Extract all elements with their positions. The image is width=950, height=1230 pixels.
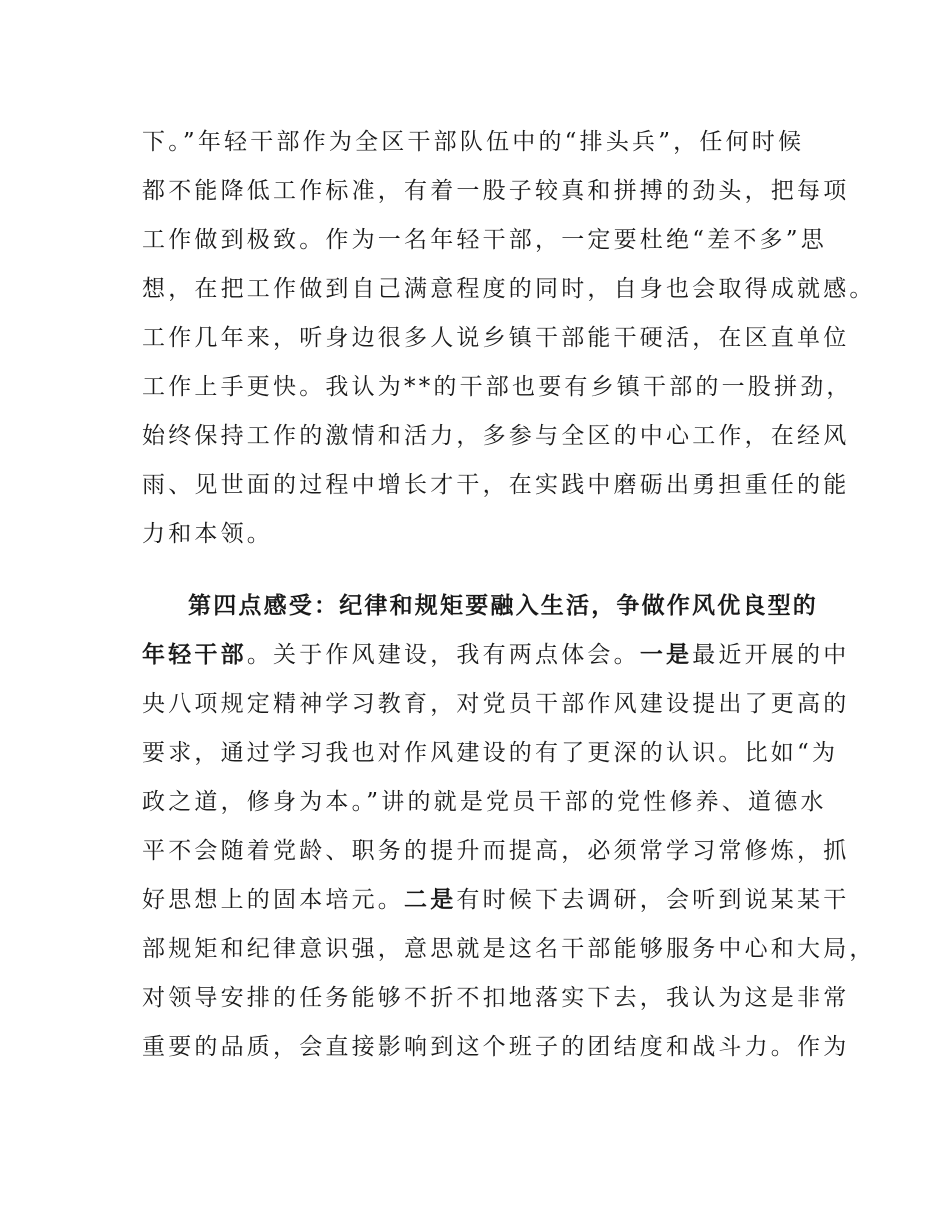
paragraph-line: 工作上手更快。我认为**的干部也要有乡镇干部的一股拼劲，: [142, 374, 853, 400]
paragraph-text: 有时候下去调研，会听到说某某干: [456, 887, 850, 913]
paragraph-line: 始终保持工作的激情和活力，多参与全区的中心工作，在经风: [142, 423, 850, 449]
paragraph-text: 。关于作风建设，我有两点体会。: [246, 642, 640, 668]
paragraph-line: 雨、见世面的过程中增长才干，在实践中磨砺出勇担重任的能: [142, 472, 850, 498]
paragraph-line: 都不能降低工作标准，有着一股子较真和拼搏的劲头，把每项: [142, 178, 850, 204]
paragraph-line: 力和本领。: [142, 521, 273, 547]
paragraph-text: 好思想上的固本培元。: [142, 887, 404, 913]
section-heading: 第四点感受：纪律和规矩要融入生活，争做作风优良型的: [188, 593, 818, 619]
paragraph-line: 平不会随着党龄、职务的提升而提高，必须常学习常修炼，抓: [142, 838, 850, 864]
paragraph-line: 对领导安排的任务能够不折不扣地落实下去，我认为这是非常: [142, 985, 850, 1011]
paragraph-line: 央八项规定精神学习教育，对党员干部作风建设提出了更高的: [142, 691, 850, 717]
paragraph-line: [142, 876, 850, 925]
paragraph-line: 政之道，修身为本。”讲的就是党员干部的党性修养、道德水: [142, 789, 827, 815]
paragraph-line: 重要的品质，会直接影响到这个班子的团结度和战斗力。作为: [142, 1034, 850, 1060]
paragraph-line: 想，在把工作做到自己满意程度的同时，自身也会取得成就感。: [142, 276, 876, 302]
paragraph-line: 工作做到极致。作为一名年轻干部，一定要杜绝“差不多”思: [142, 227, 827, 253]
paragraph-line: 部规矩和纪律意识强，意思就是这名干部能够服务中心和大局，: [142, 936, 876, 962]
paragraph-text: 最近开展的中: [692, 642, 850, 668]
paragraph-continuation: [142, 118, 876, 559]
paragraph-line: 下。”年轻干部作为全区干部队伍中的“排头兵”，任何时候: [142, 129, 805, 155]
paragraph-line: [142, 631, 850, 680]
paragraph-fourth-point: [142, 582, 876, 1072]
section-heading-tail: 年轻干部: [142, 642, 247, 668]
point-marker-two: 二是: [404, 887, 457, 913]
paragraph-line: 工作几年来，听身边很多人说乡镇干部能干硬活，在区直单位: [142, 325, 850, 351]
point-marker-one: 一是: [639, 642, 693, 668]
paragraph-line: 要求，通过学习我也对作风建设的有了更深的认识。比如“为: [142, 740, 839, 766]
